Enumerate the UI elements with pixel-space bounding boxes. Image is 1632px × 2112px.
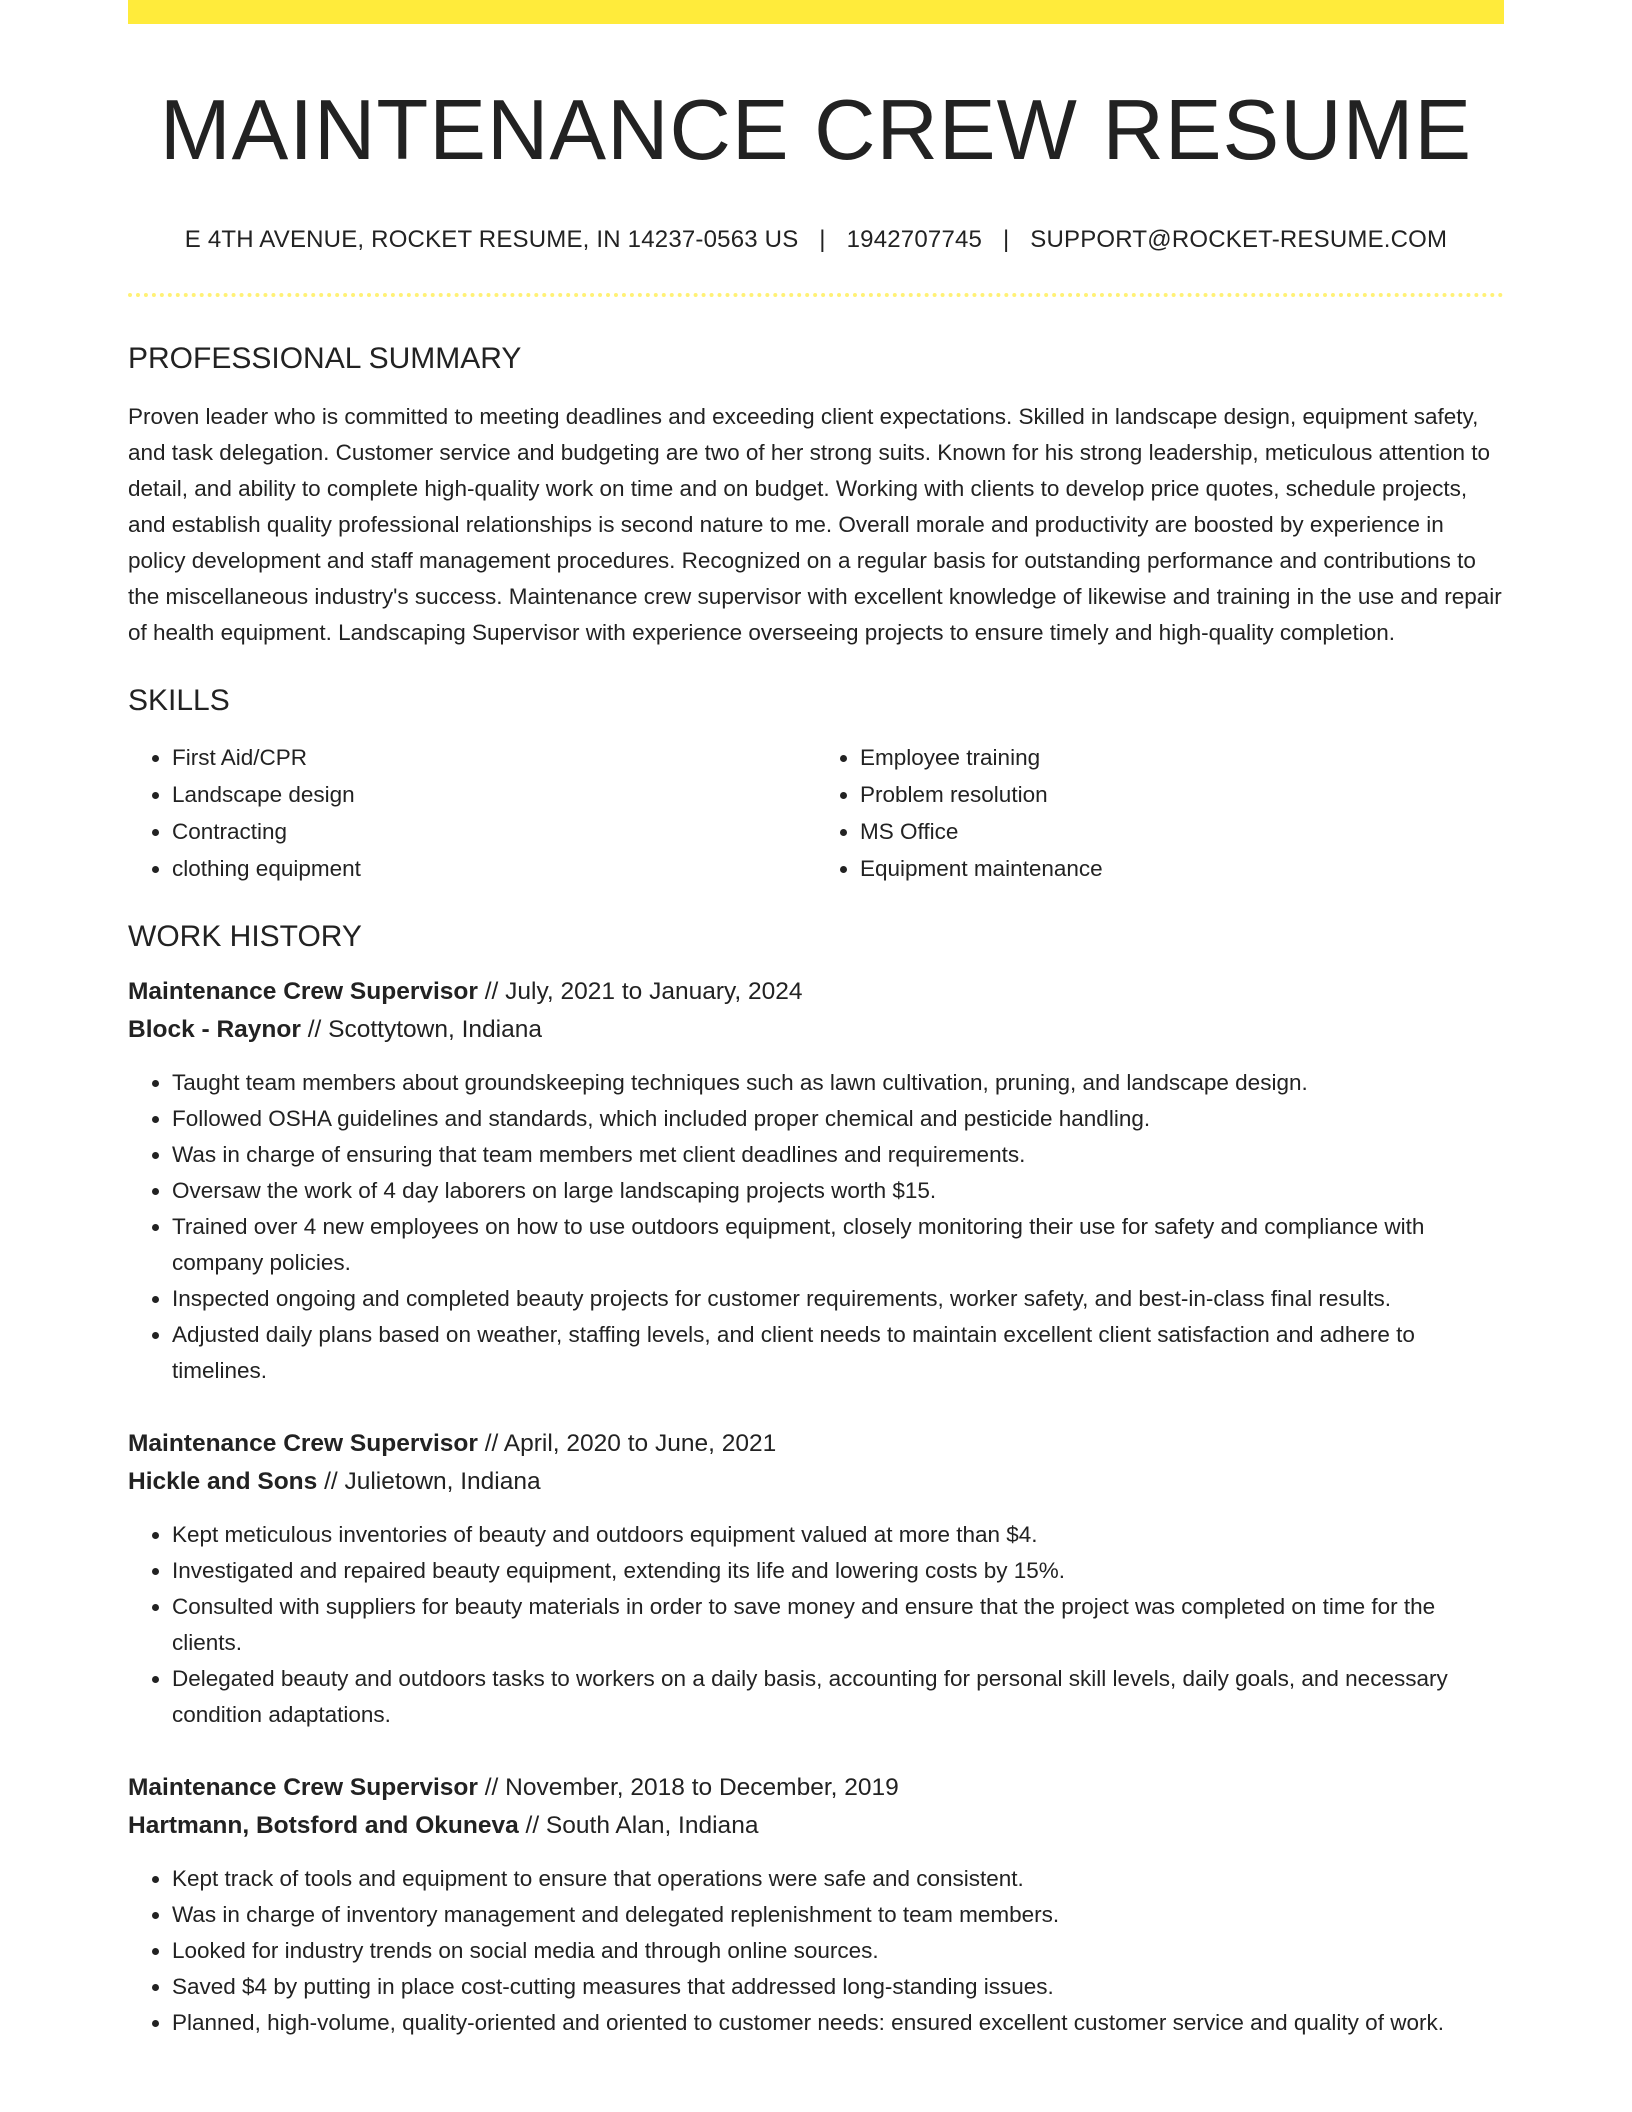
skills-column-left [128, 739, 816, 887]
job-title-line [128, 973, 1504, 1011]
job-bullets [128, 1861, 1504, 2041]
job-bullet: • Adjusted daily plans based on weather, staffing levels, and client needs to maintain excellent client satisfaction and adhere to timelines. [172, 1317, 1504, 1389]
job-bullet: • Trained over 4 new employees on how to use outdoors equipment, closely monitoring their use for safety and compliance with company policies. [172, 1209, 1504, 1281]
skill-item: • Employee training [860, 739, 1504, 776]
job-title-line [128, 1769, 1504, 1807]
job-bullet: • Planned, high-volume, quality-oriented and oriented to customer needs: ensured excellent customer service and quality of work. [172, 2005, 1504, 2041]
skills-heading: SKILLS [128, 683, 230, 717]
job-bullet: • Investigated and repaired beauty equipment, extending its life and lowering costs by 15%. [172, 1553, 1504, 1589]
job-dates: // July, 2021 to January, 2024 [477, 977, 803, 1005]
contact-address: E 4TH AVENUE, ROCKET RESUME, IN 14237-0563 US [184, 226, 799, 253]
job-bullet: • Kept meticulous inventories of beauty and outdoors equipment valued at more than $4. [172, 1517, 1504, 1553]
skill-item: • Landscape design [172, 776, 816, 813]
contact-line [128, 226, 1504, 255]
resume-page [128, 0, 1504, 2041]
contact-separator: | [1002, 226, 1010, 253]
skill-item: • clothing equipment [172, 850, 816, 887]
skill-item: • Problem resolution [860, 776, 1504, 813]
job-bullet: • Kept track of tools and equipment to ensure that operations were safe and consistent. [172, 1861, 1504, 1897]
job-location: // South Alan, Indiana [518, 1811, 759, 1839]
job-bullet: • Oversaw the work of 4 day laborers on large landscaping projects worth $15. [172, 1173, 1504, 1209]
job-entry [128, 1769, 1504, 2041]
job-company-line [128, 1463, 1504, 1501]
top-accent-bar [128, 0, 1504, 24]
summary-text: Proven leader who is committed to meeting deadlines and exceeding client expectations. Skilled in landscape design, equipment safety, and task delegation. Customer service and budgeting are two of her strong suits. Known for his strong leadership, meticulous attention to detail, and ability to complete high-quality work on time and on budget. Working with clients to develop price quotes, schedule projects, and establish quality professional relationships is second nature to me. Overall morale and productivity are boosted by experience in policy development and staff management procedures. Recognized on a regular basis for outstanding performance and contributions to the miscellaneous industry's success. Maintenance crew supervisor with excellent knowledge of likewise and training in the use and repair of health equipment. Landscaping Supervisor with experience overseeing projects to ensure timely and high-quality completion. [128, 403, 1502, 645]
work-history-heading: WORK HISTORY [128, 919, 362, 953]
job-bullet: • Was in charge of inventory management and delegated replenishment to team members. [172, 1897, 1504, 1933]
job-company-line [128, 1807, 1504, 1845]
job-bullet: • Delegated beauty and outdoors tasks to workers on a daily basis, accounting for personal skill levels, daily goals, and necessary condition adaptations. [172, 1661, 1504, 1733]
job-title-line [128, 1425, 1504, 1463]
job-bullet: • Saved $4 by putting in place cost-cutting measures that addressed long-standing issues. [172, 1969, 1504, 2005]
job-bullet: • Was in charge of ensuring that team members met client deadlines and requirements. [172, 1137, 1504, 1173]
job-location: // Scottytown, Indiana [300, 1015, 542, 1043]
contact-separator: | [819, 226, 826, 253]
job-location: // Julietown, Indiana [317, 1467, 541, 1495]
job-entry [128, 973, 1504, 1389]
job-bullet: • Taught team members about groundskeeping techniques such as lawn cultivation, pruning, and landscape design. [172, 1065, 1504, 1101]
job-dates: // April, 2020 to June, 2021 [477, 1429, 777, 1457]
skill-item: • Contracting [172, 813, 816, 850]
job-role: Maintenance Crew Supervisor [128, 977, 478, 1005]
skill-item: • MS Office [860, 813, 1504, 850]
job-entry [128, 1425, 1504, 1733]
job-bullet: • Inspected ongoing and completed beauty projects for customer requirements, worker safety, and best-in-class final results. [172, 1281, 1504, 1317]
job-role: Maintenance Crew Supervisor [128, 1773, 478, 1801]
skill-item: • First Aid/CPR [172, 739, 816, 776]
job-dates: // November, 2018 to December, 2019 [477, 1773, 899, 1801]
skill-item: • Equipment maintenance [860, 850, 1504, 887]
skills-column-right [816, 739, 1504, 887]
job-company: Hickle and Sons [128, 1467, 318, 1495]
skills-list [128, 739, 1504, 887]
job-bullet: • Followed OSHA guidelines and standards, which included proper chemical and pesticide handling. [172, 1101, 1504, 1137]
summary-heading: PROFESSIONAL SUMMARY [128, 341, 522, 375]
job-bullets [128, 1517, 1504, 1733]
job-role: Maintenance Crew Supervisor [128, 1429, 478, 1457]
job-bullet: • Looked for industry trends on social media and through online sources. [172, 1933, 1504, 1969]
resume-title: MAINTENANCE CREW RESUME [159, 83, 1473, 178]
contact-email: SUPPORT@ROCKET-RESUME.COM [1030, 226, 1448, 253]
job-bullet: • Consulted with suppliers for beauty materials in order to save money and ensure that the project was completed on time for the clients. [172, 1589, 1504, 1661]
job-company: Block - Raynor [128, 1015, 301, 1043]
job-company: Hartmann, Botsford and Okuneva [128, 1811, 519, 1839]
contact-phone: 1942707745 [846, 226, 983, 253]
job-bullets [128, 1065, 1504, 1389]
header-divider [128, 293, 1504, 297]
job-company-line [128, 1011, 1504, 1049]
